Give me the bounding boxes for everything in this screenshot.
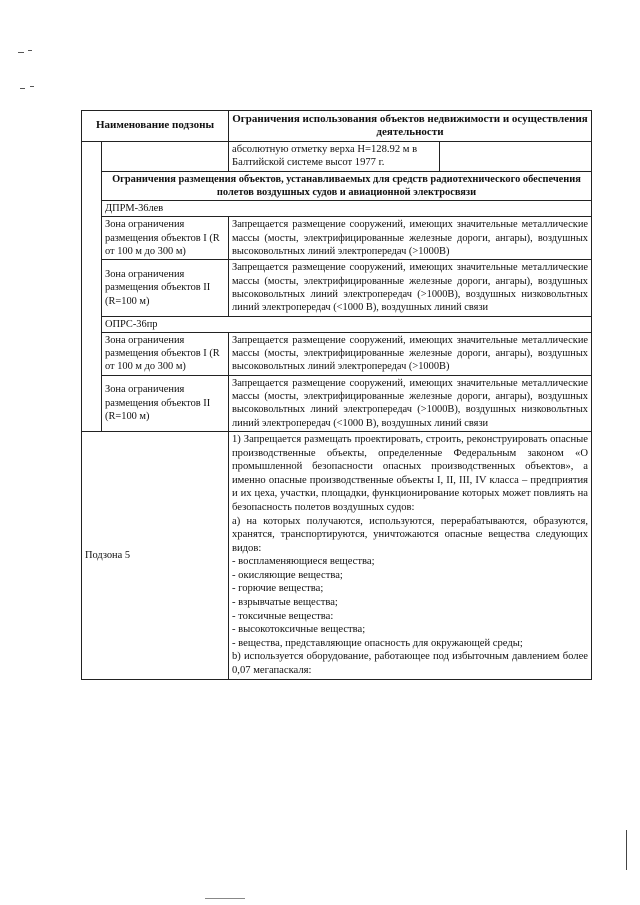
scan-mark <box>30 86 34 87</box>
table-row <box>82 201 592 217</box>
group-title: ОПРС-36пр <box>102 316 592 332</box>
subzone5-content <box>229 431 592 679</box>
left-margin-cell <box>82 142 102 432</box>
list-item: - взрывчатые вещества; <box>232 597 338 609</box>
section-title: Ограничения размещения объектов, устанавливаемых для средств радиотехнического обеспечения полетов воздушных судов и авиационной электросвязи <box>102 171 592 201</box>
empty-cell <box>440 142 592 172</box>
list-item: - токсичные вещества: <box>232 610 334 622</box>
scan-mark <box>20 88 25 89</box>
list-item: - окисляющие вещества; <box>232 569 343 581</box>
continuation-text: абсолютную отметку верха Н=128.92 м в Балтийской системе высот 1977 г. <box>229 142 440 172</box>
header-subzone-name: Наименование подзоны <box>82 111 229 142</box>
table-row <box>82 316 592 332</box>
list-item: - воспламеняющиеся вещества; <box>232 556 375 568</box>
paragraph: 1) Запрещается размещать проектировать, строить, реконструировать опасные производственные объекты, определенные Федеральным законом «О промышленной безопасности опасных производственных объектов», а именно опасные производственные объекты I, II, III, IV класса – предприятия и их цеха, участки, площадки, функционирование которых может повлиять на безопасность полетов воздушных судов: <box>232 433 588 513</box>
zone-restriction: Запрещается размещение сооружений, имеющих значительные металлические массы (мосты, электрифицированные железные дороги, ангары), воздушных высоковольтных линий электропередач (>1000В) <box>229 332 592 375</box>
list-item: - высокотоксичные вещества; <box>232 624 366 636</box>
list-item: - вещества, представляющие опасность для окружающей среды; <box>232 637 523 649</box>
zone-restriction: Запрещается размещение сооружений, имеющих значительные металлические массы (мосты, электрифицированные железные дороги, ангары), воздушных высоковольтных линий электропередач (>1000В), воздушных низковольтных линий электропередач (<1000 В), воздушных линий связи <box>229 260 592 316</box>
zone-label: Зона ограничения размещения объектов II (R=100 м) <box>102 375 229 431</box>
subzone5-name: Подзона 5 <box>82 431 229 679</box>
scan-mark <box>205 898 245 899</box>
group-title: ДПРМ-36лев <box>102 201 592 217</box>
empty-cell <box>102 142 229 172</box>
zone-label: Зона ограничения размещения объектов I (R от 100 м до 300 м) <box>102 217 229 260</box>
paragraph: b) используется оборудование, работающее под избыточным давлением более 0,07 мегапаскаля: <box>232 651 588 677</box>
table-row <box>82 171 592 201</box>
scan-mark <box>18 52 24 53</box>
table-header-row <box>82 111 592 142</box>
list-item: - горючие вещества; <box>232 583 324 595</box>
scan-mark <box>28 50 32 51</box>
paragraph: а) на которых получаются, используются, перерабатываются, образуются, хранятся, транспортируются, уничтожаются опасные вещества следующих видов: <box>232 515 588 554</box>
subzone5-table <box>81 431 592 680</box>
restrictions-table <box>81 110 592 432</box>
zone-label: Зона ограничения размещения объектов I (R от 100 м до 300 м) <box>102 332 229 375</box>
table-row <box>82 260 592 316</box>
zone-restriction: Запрещается размещение сооружений, имеющих значительные металлические массы (мосты, электрифицированные железные дороги, ангары), воздушных высоковольтных линий электропередач (>1000В) <box>229 217 592 260</box>
table-row <box>82 142 592 172</box>
table-row <box>82 431 592 679</box>
table-row <box>82 375 592 431</box>
table-row <box>82 332 592 375</box>
zone-restriction: Запрещается размещение сооружений, имеющих значительные металлические массы (мосты, электрифицированные железные дороги, ангары), воздушных высоковольтных линий электропередач (>1000В), воздушных низковольтных линий электропередач (<1000 В), воздушных линий связи <box>229 375 592 431</box>
scan-edge-mark <box>626 830 627 870</box>
header-restrictions: Ограничения использования объектов недвижимости и осуществления деятельности <box>229 111 592 142</box>
table-row <box>82 217 592 260</box>
zone-label: Зона ограничения размещения объектов II (R=100 м) <box>102 260 229 316</box>
